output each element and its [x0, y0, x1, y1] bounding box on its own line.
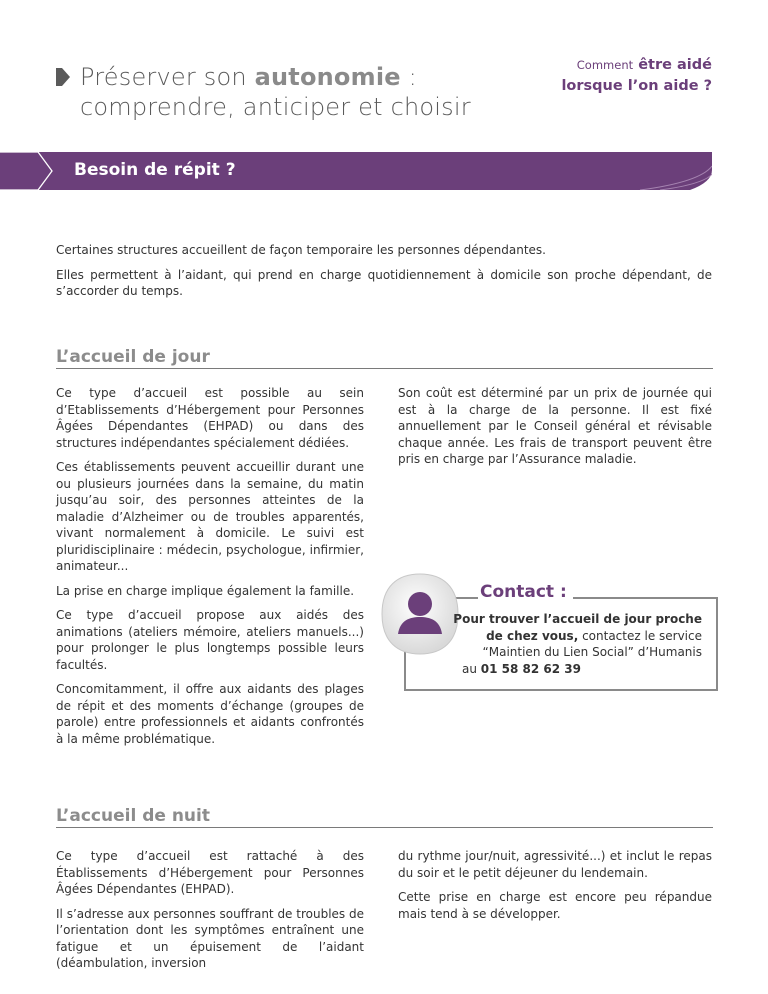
title-line2: comprendre, anticiper et choisir [80, 93, 471, 121]
section-rule [56, 368, 713, 369]
jour-left-column [56, 385, 364, 755]
title-pre: Préserver son [80, 63, 255, 91]
tagline-small: Comment [576, 58, 634, 72]
paragraph: Cette prise en charge est encore peu répandue mais tend à se développer. [398, 890, 712, 921]
tagline-big1: être aidé [638, 57, 712, 73]
tagline [561, 54, 712, 96]
page-title [80, 62, 520, 122]
contact-title: Contact : [478, 582, 573, 602]
intro-paragraph: Elles permettent à l’aidant, qui prend en charge quotidiennement à domicile son proche dépendant, de s’accorder du temps. [56, 267, 712, 298]
title-emphasis: autonomie [254, 63, 401, 91]
paragraph: Ce type d’accueil propose aux aidés des animations (ateliers mémoire, ateliers manuels...) pour prolonger le plus longtemps possible leurs facultés. [56, 608, 364, 672]
jour-right-column [398, 385, 712, 476]
tagline-big2: lorsque l’on aide ? [561, 78, 712, 94]
paragraph: La prise en charge implique également la famille. [56, 583, 355, 598]
contact-text3: “Maintien du Lien Social” d’Humanis [482, 645, 702, 659]
section-heading-nuit: L’accueil de nuit [56, 806, 210, 826]
nuit-left-column [56, 848, 364, 980]
paragraph: Concomitamment, il offre aux aidants des plages de répit et des moments d’échange (groupes de parole) entre professionnels et aidants confrontés à la même problématique. [56, 682, 364, 746]
banner-title: Besoin de répit ? [74, 160, 236, 180]
intro-paragraph: Certaines structures accueillent de façon temporaire les personnes dépendantes. [56, 243, 546, 257]
title-post: : [400, 63, 417, 91]
contact-bold2: de chez vous, [486, 628, 579, 643]
intro-text [56, 242, 712, 308]
paragraph: Ce type d’accueil est possible au sein d’Etablissements d’Hébergement pour Personnes Âgées Dépendantes (EHPAD) ou dans des structures indépendantes spécialement dédiées. [56, 386, 364, 450]
paragraph: Ce type d’accueil est rattaché à des Établissements d’Hébergement pour Personnes Âgées Dépendantes (EHPAD). [56, 849, 364, 896]
paragraph: Son coût est déterminé par un prix de journée qui est à la charge de la personne. Il est fixé annuellement par le Conseil général et révisable chaque année. Les frais de transport peuvent être pris en charge par l’Assurance maladie. [398, 386, 712, 466]
contact-bold1: Pour trouver l’accueil de jour proche [453, 612, 702, 626]
contact-text [430, 611, 702, 677]
section-heading-jour: L’accueil de jour [56, 347, 210, 367]
contact-text2: contactez le service [578, 628, 702, 643]
section-rule [56, 827, 713, 828]
title-arrow-icon [56, 68, 72, 86]
paragraph: Ces établissements peuvent accueillir durant une ou plusieurs journées dans la semaine, du matin jusqu’au soir, des personnes atteintes de la maladie d’Alzheimer ou de troubles apparentés, vivant normalement à domicile. Le suivi est pluridisciplinaire : médecin, psychologue, infirmier, animateur... [56, 460, 364, 573]
contact-text4: au [462, 661, 481, 676]
paragraph: Il s’adresse aux personnes souffrant de troubles de l’orientation dont les symptômes entraînent une fatigue et un épuisement de l’aidant (déambulation, inversion [56, 906, 364, 970]
nuit-right-column [398, 848, 712, 930]
contact-phone: 01 58 82 62 39 [480, 661, 581, 676]
paragraph: du rythme jour/nuit, agressivité...) et inclut le repas du soir et le petit déjeuner du lendemain. [398, 849, 712, 880]
